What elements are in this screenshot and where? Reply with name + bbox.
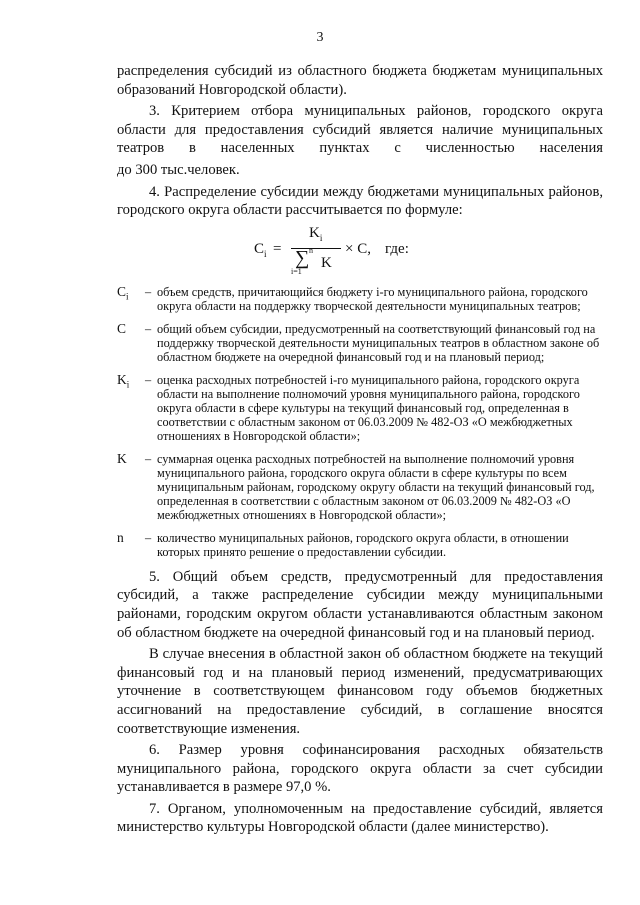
definition-dash: – — [145, 530, 152, 545]
definition-dash: – — [145, 321, 152, 336]
definition-symbol: K — [117, 450, 127, 466]
definition-c — [117, 322, 603, 364]
definition-text: объем средств, причитающийся бюджету i-го муниципального района, городского округа области на поддержку творческой деятельности муниципальных театров; — [157, 284, 588, 313]
definition-ki — [117, 373, 603, 443]
definition-text: количество муниципальных районов, городского округа области, в отношении которых принято решение о предоставлении субсидии. — [157, 530, 569, 559]
paragraph-7: 7. Органом, уполномоченным на предоставление субсидий, является министерство культуры Новгородской области (далее министерство). — [117, 800, 603, 836]
definition-dash: – — [145, 284, 152, 299]
sum-lower-limit: i=1 — [291, 266, 302, 276]
formula-equals: = — [273, 240, 282, 257]
definition-text: общий объем субсидии, предусмотренный на соответствующий финансовый год на поддержку творческой деятельности муниципальных театров в областном законе об областном бюджете на очередной финансовый год и на плановый период; — [157, 321, 600, 364]
sum-sign: ∑ — [295, 246, 310, 269]
definition-symbol: $C_i$ — [117, 283, 129, 302]
definition-dash: – — [145, 372, 152, 387]
formula-where: где: — [385, 240, 409, 257]
definition-k — [117, 452, 603, 522]
document-body — [117, 62, 603, 840]
paragraph-3: 3. Критерием отбора муниципальных районов, городского округа области для предоставления субсидий является наличие муниципальных театров в населенных пунктах с численностью населения — [117, 103, 603, 157]
definition-text: оценка расходных потребностей i-го муниципального района, городского округа области на выполнение полномочий уровня муниципального района, городского округа области в сфере культуры на текущий финансовый год, определенная в соответствии с областным законом от 06.03.2009 № 482-ОЗ «О межбюджетных отношениях в Новгородской области»; — [157, 372, 580, 443]
definition-symbol: C — [117, 320, 127, 336]
definition-n — [117, 531, 603, 559]
distribution-formula — [117, 223, 603, 277]
paragraph-continuation: распределения субсидий из областного бюджета бюджетам муниципальных образований Новгородской области). — [117, 63, 603, 98]
page-number: 3 — [316, 30, 324, 45]
definitions-list — [117, 285, 603, 559]
paragraph-5: 5. Общий объем средств, предусмотренный для предоставления субсидий, а также распределение субсидии между муниципальными районами, городским округом области устанавливаются областным законом об областном бюджете на очередной финансовый год и на плановый период. — [117, 568, 603, 641]
paragraph-6: 6. Размер уровня софинансирования расходных обязательств муниципального района, городского округа области за счет субсидии устанавливается в размере 97,0 %. — [117, 742, 603, 796]
definition-text: суммарная оценка расходных потребностей на выполнение полномочий уровня муниципального района, городского округа области в сфере культуры по всем муниципальным районам, городскому округу области на текущий финансовый год, определенная в соответствии с областным законом от 06.03.2009 № 482-ОЗ «О межбюджетных отношениях в Новгородской области»; — [157, 451, 595, 522]
definition-symbol: n — [117, 529, 124, 545]
formula-lhs: $C_i$ — [254, 240, 267, 259]
paragraph-3-end: до 300 тыс.человек. — [117, 161, 240, 178]
definition-dash: – — [145, 451, 152, 466]
definition-ci — [117, 285, 603, 313]
paragraph-4: 4. Распределение субсидии между бюджетами муниципальных районов, городского округа области рассчитывается по формуле: — [117, 183, 603, 219]
formula-numerator: $K_i$ — [309, 224, 323, 243]
formula-denominator: K — [321, 254, 332, 271]
definition-symbol: $K_i$ — [117, 371, 130, 390]
sum-upper-limit: n — [309, 245, 313, 255]
paragraph-5-amendment: В случае внесения в областной закон об областном бюджете на текущий финансовый год и на плановый период изменений, предусматривающих уточнение в соответствующем финансовом году объемов бюджетных ассигнований на предоставление субсидий, в соглашение вносятся соответствующие изменения. — [117, 646, 603, 737]
formula-times-c: × C, — [345, 240, 371, 257]
